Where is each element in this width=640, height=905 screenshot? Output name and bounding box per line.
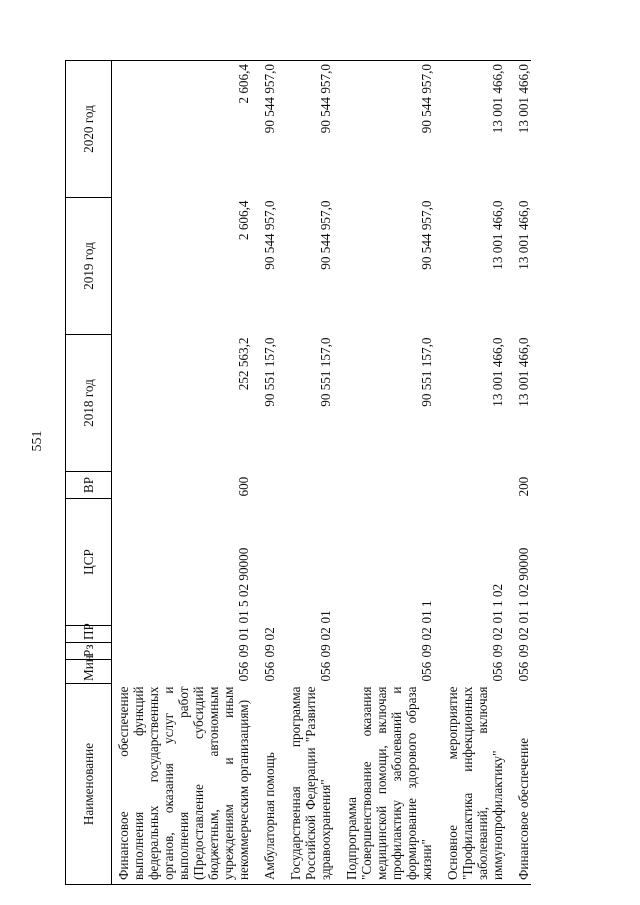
header-2020: 2020 год	[66, 61, 112, 198]
header-rz: Рз	[66, 643, 112, 660]
row-name: Финансовое обеспечение	[505, 684, 531, 885]
header-2019: 2019 год	[66, 198, 112, 335]
row-rz: 09	[419, 644, 434, 658]
row-2018: 90 551 157,0	[419, 337, 434, 407]
row-csr: 01 5 02 90000	[236, 547, 251, 624]
header-pr: ПР	[66, 626, 112, 643]
row-2018: 13 001 466,0	[516, 337, 531, 407]
row-2018: 13 001 466,0	[490, 337, 505, 407]
row-2020: 2 606,4	[112, 61, 252, 198]
row-2020: 90 544 957,0	[277, 61, 333, 198]
row-min: 056	[236, 661, 251, 682]
table-row	[505, 61, 531, 885]
header-row	[66, 61, 112, 885]
row-csr: 01 1 02	[490, 583, 505, 624]
row-pr: 02	[262, 627, 277, 641]
row-pr: 02	[490, 627, 505, 641]
header-min: Мин	[66, 660, 112, 684]
header-vr: ВР	[66, 472, 112, 499]
row-name: Подпрограмма "Совершенствование оказания медицинской помощи, включая профилактику заболеваний и формирование здорового образа жизни"	[333, 684, 434, 885]
header-2018: 2018 год	[66, 335, 112, 472]
row-2019: 2 606,4	[236, 200, 251, 241]
row-vr: 200	[516, 476, 531, 497]
row-min: 056	[516, 661, 531, 682]
row-2020: 13 001 466,0	[434, 61, 505, 198]
row-rz: 09	[262, 644, 277, 658]
table-row	[333, 61, 434, 885]
row-pr: 01	[236, 627, 251, 641]
row-2019: 90 544 957,0	[318, 200, 333, 270]
row-2018: 90 551 157,0	[318, 337, 333, 407]
header-name: Наименование	[66, 684, 112, 885]
page-number: 551	[30, 430, 45, 452]
row-rz: 09	[318, 644, 333, 658]
row-2019: 13 001 466,0	[516, 200, 531, 270]
row-rz: 09	[490, 644, 505, 658]
row-2020: 90 544 957,0	[333, 61, 434, 198]
table-row	[277, 61, 333, 885]
budget-table	[65, 60, 531, 885]
row-2019: 13 001 466,0	[490, 200, 505, 270]
row-2018: 252 563,2	[236, 337, 251, 391]
row-2018: 90 551 157,0	[262, 337, 277, 407]
row-vr	[333, 472, 434, 499]
row-2019: 90 544 957,0	[419, 200, 434, 270]
row-name: Амбулаторная помощь	[251, 684, 277, 885]
header-csr: ЦСР	[66, 499, 112, 626]
row-min: 056	[490, 661, 505, 682]
row-pr: 02	[516, 627, 531, 641]
row-csr: 01	[318, 610, 333, 624]
row-pr: 02	[318, 627, 333, 641]
budget-table-canvas	[65, 61, 600, 885]
row-vr	[434, 472, 505, 499]
row-2020: 90 544 957,0	[251, 61, 277, 198]
row-rz: 09	[236, 644, 251, 658]
row-csr	[251, 499, 277, 626]
table-row	[112, 61, 252, 885]
row-min: 056	[419, 661, 434, 682]
table-row	[434, 61, 505, 885]
row-min: 056	[318, 661, 333, 682]
row-min: 056	[262, 661, 277, 682]
row-name: Государственная программа Российской Федерации "Развитие здравоохранения"	[277, 684, 333, 885]
table-row	[251, 61, 277, 885]
row-vr	[277, 472, 333, 499]
row-vr: 600	[236, 476, 251, 497]
row-rz: 09	[516, 644, 531, 658]
row-vr	[251, 472, 277, 499]
row-2020: 13 001 466,0	[505, 61, 531, 198]
row-name: Финансовое обеспечение выполнения функций федеральных государственных органов, оказания услуг и выполнения работ (Предоставление субсидий бюджетным, автономным учреждениям и иным некоммерческим организациям)	[112, 684, 252, 885]
row-csr: 01 1	[419, 600, 434, 624]
row-pr: 02	[419, 627, 434, 641]
row-csr: 01 1 02 90000	[516, 547, 531, 624]
row-2019: 90 544 957,0	[262, 200, 277, 270]
row-name: Основное мероприятие "Профилактика инфекционных заболеваний, включая иммунопрофилактику"	[434, 684, 505, 885]
